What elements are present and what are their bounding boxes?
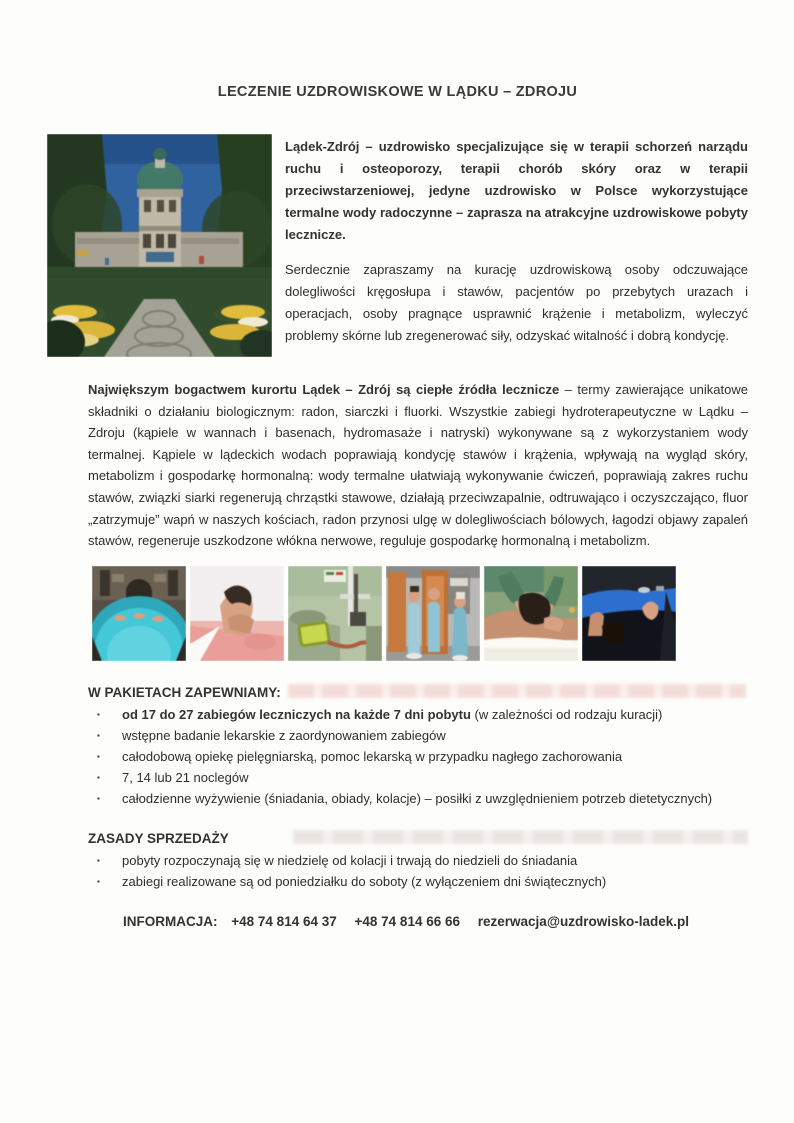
bullet-icon: ▪ — [97, 772, 100, 782]
photo-round-thermal-pool — [92, 566, 186, 661]
intro-paragraph-2: Serdecznie zapraszamy na kurację uzdrowiskową osoby odczuwające dolegliwości kręgosłupa i stawów, pacjentów po przebytych urazach i operacjach, osoby pragnące usprawnić krążenie i metabolizm, wyleczyć problemy skórne lub zregenerować siły, odzyskać witalność i dobrą kondycję. — [285, 262, 748, 343]
info-label: INFORMACJA: — [123, 913, 218, 929]
page-content — [47, 0, 748, 929]
list-item-text: całodobową opiekę pielęgniarską, pomoc lekarską w przypadku nagłego zachorowania — [122, 748, 623, 764]
list-item — [88, 767, 748, 788]
reservation-email: rezerwacja@uzdrowisko-ladek.pl — [477, 913, 689, 929]
list-item — [88, 850, 748, 871]
packages-heading-row — [88, 682, 748, 703]
rules-list — [88, 850, 748, 892]
phone-number-2: +48 74 814 66 66 — [354, 913, 460, 929]
print-bleed-artifact — [293, 830, 748, 844]
spa-building-illustration — [47, 134, 272, 357]
photo-physiotherapy-equipment — [288, 566, 382, 661]
packages-section — [88, 682, 748, 809]
list-item-text: całodzienne wyżywienie (śniadania, obiady, kolacje) – posiłki z uwzględnieniem potrzeb dietetycznych) — [122, 790, 713, 806]
spa-building-photo — [47, 134, 272, 357]
bullet-icon: ▪ — [97, 876, 100, 886]
list-item-text: zabiegi realizowane są od poniedziałku do soboty (z wyłączeniem dni świątecznych) — [122, 873, 607, 889]
phone-number-1: +48 74 814 64 37 — [231, 913, 337, 929]
list-item — [88, 871, 748, 892]
list-item — [88, 788, 748, 809]
sales-rules-section — [88, 828, 748, 892]
packages-list — [88, 704, 748, 809]
list-item — [88, 725, 748, 746]
list-item — [88, 704, 748, 725]
list-item-text: 7, 14 lub 21 noclegów — [122, 769, 249, 785]
rules-heading-row — [88, 828, 748, 849]
photo-peat-bath — [582, 566, 676, 661]
contact-info-line — [123, 914, 748, 929]
photo-back-massage — [484, 566, 578, 661]
list-item — [88, 746, 748, 767]
body-paragraph — [88, 379, 748, 552]
bullet-icon: ▪ — [97, 793, 100, 803]
body-paragraph-bold-lead: Największym bogactwem kurortu Lądek – Zdrój są ciepłe źródła lecznicze — [88, 382, 560, 397]
body-paragraph-rest: – termy zawierające unikatowe składniki o działaniu biologicznym: radon, siarczki i fluorki. Wszystkie zabiegi hydroterapeutyczne w Lądku – Zdroju (kąpiele w wannach i basenach, hydromasaże i natryski) wykonywane są z wykorzystaniem wody termalnej. Kąpiele w lądeckich wodach poprawiają kondycję stawów i krążenia, wpływają na wygląd skóry, metabolizm i gospodarkę hormonalną: wody termalne ułatwiają wykonywanie ćwiczeń, poprawiają zakres ruchu stawów, związki siarki regenerują chrząstki stawowe, działają przeciwzapalnie, odtruwająco i oczyszczająco, fluor „zatrzymuje” wapń w naszych kościach, radon przynosi ulgę w dolegliwościach bólowych, łagodzi objawy zapaleń stawów, regeneruje uszkodzone włókna nerwowe, reguluje gospodarkę hormonalną i metabolizm. — [88, 382, 748, 549]
bullet-icon: ▪ — [97, 730, 100, 740]
rules-heading: ZASADY SPRZEDAŻY — [88, 830, 229, 846]
bullet-icon: ▪ — [97, 855, 100, 865]
list-item-bold: od 17 do 27 zabiegów leczniczych na każde 7 dni pobytu — [122, 706, 471, 722]
treatment-photo-strip — [92, 566, 676, 661]
intro-paragraph-1: Lądek-Zdrój – uzdrowisko specjalizujące się w terapii schorzeń narządu ruchu i osteoporozy, terapii chorób skóry oraz w terapii przeciwstarzeniowej, jedyne uzdrowisko w Polsce wykorzystujące termalne wody radoczynne – zaprasza na atrakcyjne uzdrowiskowe pobyty lecznicze. — [285, 139, 748, 242]
list-item-text: (w zależności od rodzaju kuracji) — [470, 706, 663, 722]
intro-section — [47, 134, 748, 357]
photo-cryotherapy-chamber — [386, 566, 480, 661]
intro-text-column — [285, 134, 748, 357]
list-item-text: wstępne badanie lekarskie z zaordynowaniem zabiegów — [122, 727, 446, 743]
packages-heading: W PAKIETACH ZAPEWNIAMY: — [88, 684, 281, 700]
bullet-icon: ▪ — [97, 709, 100, 719]
page-title: LECZENIE UZDROWISKOWE W LĄDKU – ZDROJU — [217, 84, 578, 100]
print-bleed-artifact — [288, 684, 746, 698]
list-item-text: pobyty rozpoczynają się w niedzielę od kolacji i trwają do niedzieli do śniadania — [122, 852, 578, 868]
photo-pearl-bath — [190, 566, 284, 661]
bullet-icon: ▪ — [97, 751, 100, 761]
